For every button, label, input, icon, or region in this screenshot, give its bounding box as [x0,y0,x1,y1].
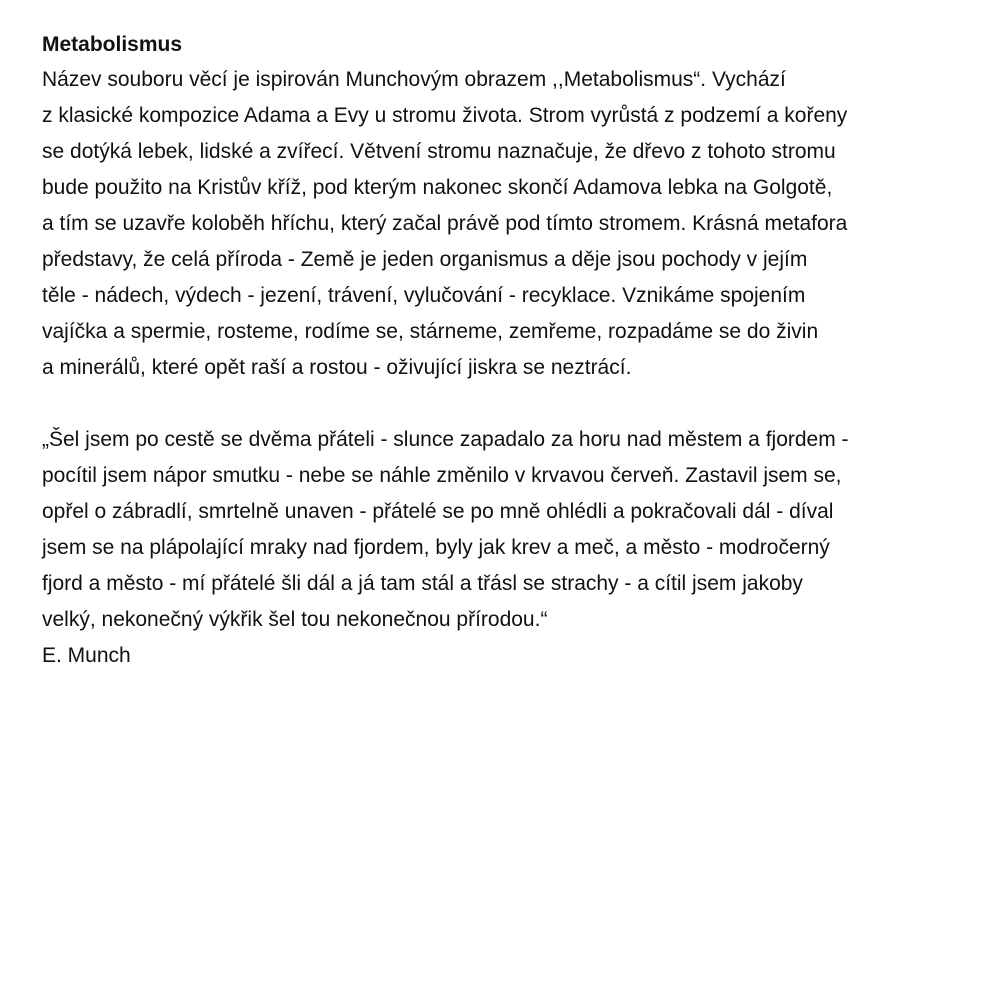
text-line: bude použito na Kristův kříž, pod kterým nakonec skončí Adamova lebka na Golgotě, [42,176,833,199]
quote-line: „Šel jsem po cestě se dvěma přáteli - slunce zapadalo za horu nad městem a fjordem - [42,428,849,451]
quote-line: opřel o zábradlí, smrtelně unaven - přátelé se po mně ohlédli a pokračovali dál - díval [42,500,834,523]
paragraph-munch-quote [42,422,982,638]
paragraph-spacer [42,386,982,422]
text-line: z klasické kompozice Adama a Evy u stromu života. Strom vyrůstá z podzemí a kořeny [42,104,848,127]
text-line: se dotýká lebek, lidské a zvířecí. Větvení stromu naznačuje, že dřevo z tohoto stromu [42,140,836,163]
quote-signature: E. Munch [42,644,131,667]
text-line: vajíčka a spermie, rosteme, rodíme se, stárneme, zemřeme, rozpadáme se do živin [42,320,819,343]
quote-line: pocítil jsem nápor smutku - nebe se náhle změnilo v krvavou červeň. Zastavil jsem se, [42,464,842,487]
document [42,28,982,674]
document-title: Metabolismus [42,33,183,56]
quote-line: jsem se na plápolající mraky nad fjordem, byly jak krev a meč, a město - modročerný [42,536,830,559]
paragraph-metabolismus [42,62,982,386]
text-line: představy, že celá příroda - Země je jeden organismus a děje jsou pochody v jejím [42,248,808,271]
quote-line: fjord a město - mí přátelé šli dál a já tam stál a třásl se strachy - a cítil jsem jakoby [42,572,803,595]
text-line: a tím se uzavře koloběh hříchu, který začal právě pod tímto stromem. Krásná metafora [42,212,848,235]
text-line: těle - nádech, výdech - jezení, trávení, vylučování - recyklace. Vznikáme spojením [42,284,806,307]
text-line: a minerálů, které opět raší a rostou - oživující jiskra se neztrácí. [42,356,632,379]
text-line: Název souboru věcí je ispirován Munchovým obrazem ,,Metabolismus“. Vychází [42,68,786,91]
quote-line: velký, nekonečný výkřik šel tou nekonečnou přírodou.“ [42,608,548,631]
